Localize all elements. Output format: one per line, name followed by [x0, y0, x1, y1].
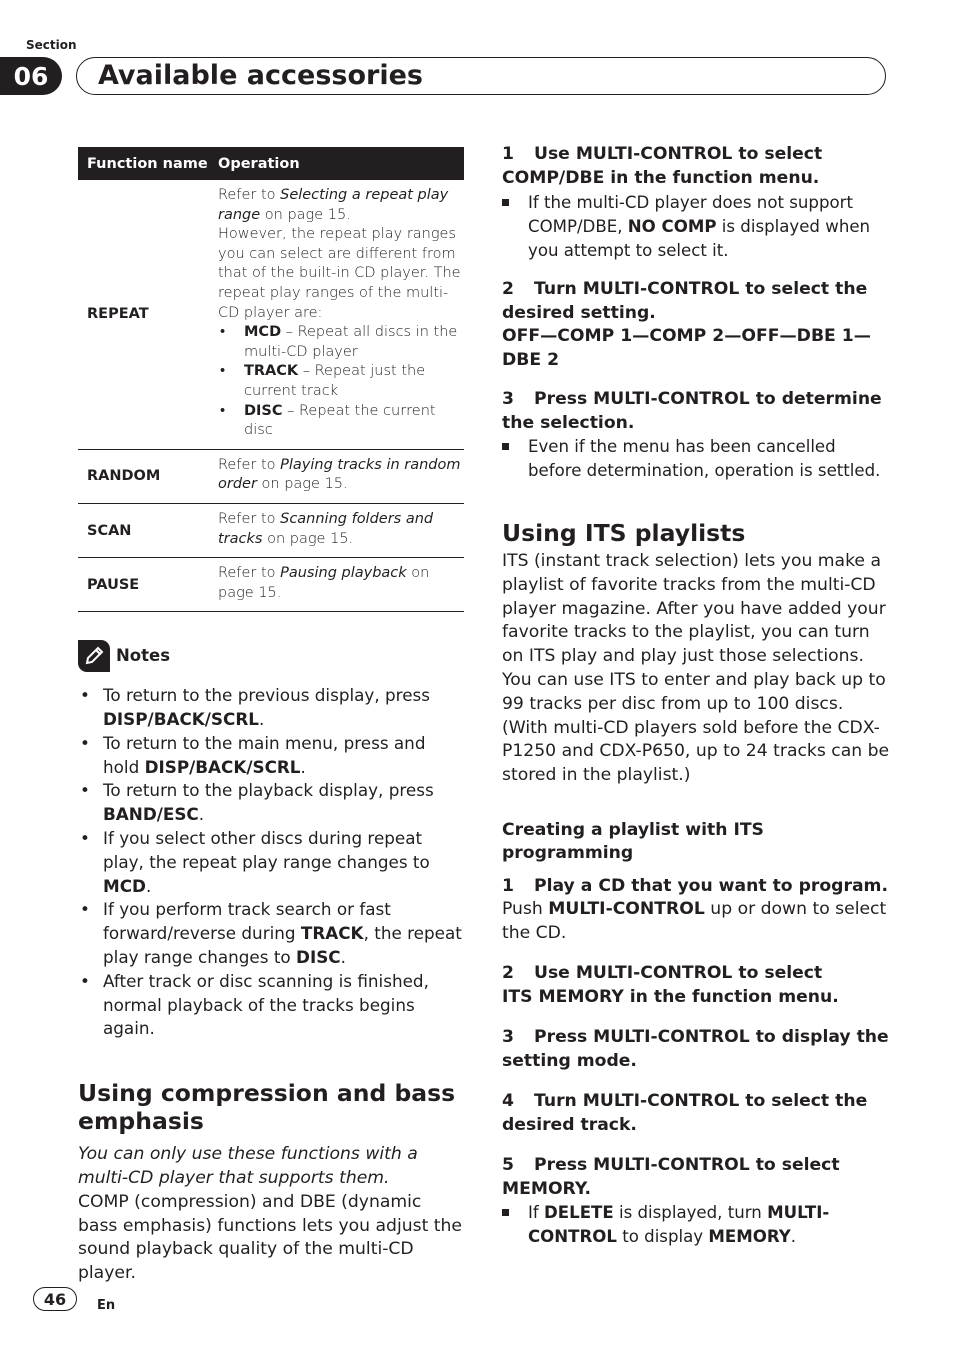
- note2-key: DISP/BACK/SCRL: [144, 756, 301, 777]
- section-number-badge: 06: [0, 57, 62, 95]
- note-text-post: .: [790, 1226, 796, 1246]
- random-ref-link: Playing tracks in random order: [218, 456, 461, 493]
- step-text: Use MULTI-CONTROL to select COMP/DBE in the function menu.: [502, 144, 823, 188]
- step-number: 4: [502, 1091, 514, 1112]
- function-name-pause: PAUSE: [78, 558, 208, 612]
- note-text-mid: is displayed, turn: [613, 1203, 768, 1223]
- note3-text: To return to the playback display, press: [103, 780, 434, 801]
- list-item: [78, 732, 464, 780]
- its-step-5: [502, 1154, 892, 1201]
- its-step-1-body: [502, 898, 892, 946]
- right-column: [502, 143, 892, 1249]
- repeat-track-text: – Repeat just the current track: [244, 363, 426, 399]
- list-item: [218, 402, 464, 441]
- note5-post: .: [340, 947, 346, 968]
- function-name-repeat: REPEAT: [78, 180, 208, 449]
- its-step-4: [502, 1090, 892, 1137]
- note-key: MULTI-CONTROL: [528, 1203, 830, 1246]
- col-header-function-name: Function name: [78, 147, 208, 180]
- step-text: Turn MULTI-CONTROL to select the desired setting.: [502, 279, 868, 323]
- list-item: [218, 362, 464, 401]
- note5-text: If you perform track search or fast forward/reverse during: [103, 899, 391, 944]
- table-row-random: [78, 449, 464, 503]
- pencil-icon: [78, 640, 110, 672]
- note-text: Even if the menu has been cancelled before determination, operation is settled.: [528, 437, 881, 481]
- note2-text: To return to the main menu, press and hold: [103, 732, 426, 777]
- square-bullet-icon: [502, 1209, 509, 1216]
- note3-post: .: [198, 804, 205, 825]
- notes-list: [78, 684, 464, 1041]
- list-item: [78, 827, 464, 898]
- note2-post: .: [300, 756, 306, 777]
- table-row-pause: [78, 558, 464, 612]
- its-step-1: [502, 875, 892, 899]
- step-number: 2: [502, 279, 514, 300]
- note-text: If the multi-CD player does not support COMP/DBE,: [528, 193, 853, 236]
- repeat-ref-link: Selecting a repeat play range: [218, 187, 449, 223]
- step-number: 2: [502, 963, 514, 984]
- repeat-mcd-text: – Repeat all discs in the multi-CD player: [244, 324, 458, 360]
- its-step-3: [502, 1026, 892, 1073]
- note3-key: BAND/ESC: [103, 804, 199, 825]
- comp-setting-sequence: OFF—COMP 1—COMP 2—OFF—DBE 1—DBE 2: [502, 326, 871, 370]
- note-key: NO COMP: [627, 216, 717, 236]
- function-table: [78, 147, 464, 612]
- note1-post: .: [258, 709, 265, 730]
- list-item: [218, 323, 464, 362]
- notes-title: Notes: [116, 646, 171, 666]
- table-row-repeat: [78, 180, 464, 449]
- step-text: Turn MULTI-CONTROL to select the desired track.: [502, 1091, 868, 1135]
- left-column: [78, 147, 464, 1286]
- repeat-range-list: [218, 323, 464, 441]
- repeat-ref-post: on page 15.: [260, 206, 351, 223]
- step-text: Play a CD that you want to program.: [534, 875, 888, 896]
- step-number: 1: [502, 144, 514, 164]
- square-bullet-icon: [502, 443, 509, 450]
- note-key: DELETE: [544, 1203, 614, 1223]
- page-title: Available accessories: [98, 60, 423, 91]
- list-item: [78, 684, 464, 732]
- step-text: Use MULTI-CONTROL to select: [534, 963, 823, 984]
- table-row-scan: [78, 503, 464, 557]
- repeat-mcd-key: MCD: [244, 324, 282, 341]
- its-paragraph-1: ITS (instant track selection) lets you make a playlist of favorite tracks from the multi-CD player magazine. After you have added your favorite tracks to the playlist, you can turn on ITS play and play just those selections.: [502, 550, 886, 667]
- its-heading: Using ITS playlists: [502, 518, 746, 547]
- comp-step-1: [502, 143, 892, 190]
- pencil-glyph: [83, 645, 105, 667]
- body-text-post: up or down to select the CD.: [502, 899, 887, 944]
- table-header-row: [78, 147, 464, 180]
- scan-ref-post: on page 15.: [262, 530, 354, 547]
- step-number: 1: [502, 875, 514, 896]
- comp-step-3-note: [502, 435, 892, 483]
- its-paragraph-2: You can use ITS to enter and play back up to 99 tracks per disc from up to 100 discs. (With multi-CD players sold before the CDX-P1250 and CDX-P650, up to 24 tracks can be stored in the playlist.): [502, 669, 890, 786]
- note5-key: TRACK: [300, 923, 364, 944]
- compression-note: You can only use these functions with a multi-CD player that supports them.: [78, 1144, 418, 1189]
- notes-header: [78, 640, 464, 674]
- pause-ref-post: on page 15.: [218, 565, 430, 601]
- note4-key: MCD: [103, 875, 146, 896]
- language-code: En: [97, 1298, 116, 1313]
- step-number: 5: [502, 1155, 514, 1176]
- operation-scan: [208, 503, 464, 557]
- its-step-2-cont: ITS MEMORY in the function menu.: [502, 986, 839, 1007]
- its-step-5-note: [502, 1201, 892, 1249]
- note4-text: If you select other discs during repeat play, the repeat play range changes to: [103, 828, 430, 872]
- compression-body: COMP (compression) and DBE (dynamic bass emphasis) functions lets you adjust the sound playback quality of the multi-CD player.: [78, 1191, 462, 1284]
- operation-repeat: [208, 180, 464, 449]
- note5-mid: , the repeat play range changes to: [103, 923, 462, 968]
- col-header-operation: Operation: [208, 147, 464, 180]
- body-text: Push: [502, 899, 549, 920]
- comp-step-1-note: [502, 191, 892, 262]
- repeat-disc-key: DISC: [244, 402, 283, 419]
- function-name-random: RANDOM: [78, 449, 208, 503]
- repeat-disc-text: – Repeat the current disc: [244, 402, 436, 439]
- list-item: [78, 898, 464, 969]
- note-text-mid: to display: [616, 1226, 709, 1246]
- note1-text: To return to the previous display, press: [103, 685, 431, 706]
- note4-post: .: [145, 875, 152, 896]
- operation-random: [208, 449, 464, 503]
- body-key: MULTI-CONTROL: [548, 899, 705, 920]
- repeat-track-key: TRACK: [244, 363, 299, 380]
- scan-ref-pre: Refer to: [218, 510, 281, 527]
- pause-ref-pre: Refer to: [218, 565, 281, 582]
- step-text: Press MULTI-CONTROL to select MEMORY.: [502, 1155, 840, 1199]
- comp-step-3: [502, 388, 892, 435]
- random-ref-post: on page 15.: [256, 476, 348, 493]
- compression-heading: Using compression and bass emphasis: [78, 1079, 456, 1136]
- step-number: 3: [502, 389, 514, 410]
- square-bullet-icon: [502, 199, 509, 206]
- note-key: MEMORY: [708, 1226, 791, 1246]
- list-item: [78, 779, 464, 827]
- note5-key2: DISC: [296, 947, 341, 968]
- section-label: Section: [26, 38, 77, 52]
- note6-text: After track or disc scanning is finished, normal playback of the tracks begins again.: [103, 970, 429, 1039]
- note-text: If: [528, 1203, 545, 1223]
- its-step-2: [502, 962, 892, 986]
- page-number: 46: [33, 1287, 77, 1311]
- repeat-description: However, the repeat play ranges you can select are different from that of the built-in CD player. The repeat play ranges of the multi-CD player are:: [218, 226, 461, 321]
- step-text: Press MULTI-CONTROL to determine the selection.: [502, 389, 882, 433]
- note-text-post: is displayed when you attempt to select it.: [528, 216, 871, 260]
- repeat-ref-pre: Refer to: [218, 187, 281, 203]
- note1-key: DISP/BACK/SCRL: [103, 709, 259, 730]
- step-text: Press MULTI-CONTROL to display the setting mode.: [502, 1027, 889, 1071]
- scan-ref-link: Scanning folders and tracks: [218, 510, 434, 547]
- pause-ref-link: Pausing playback: [280, 565, 407, 582]
- operation-pause: [208, 558, 464, 612]
- random-ref-pre: Refer to: [218, 456, 281, 473]
- list-item: [78, 970, 464, 1041]
- step-number: 3: [502, 1027, 514, 1048]
- function-name-scan: SCAN: [78, 503, 208, 557]
- comp-step-2: [502, 278, 892, 325]
- its-subheading: Creating a playlist with ITS programming: [502, 819, 764, 863]
